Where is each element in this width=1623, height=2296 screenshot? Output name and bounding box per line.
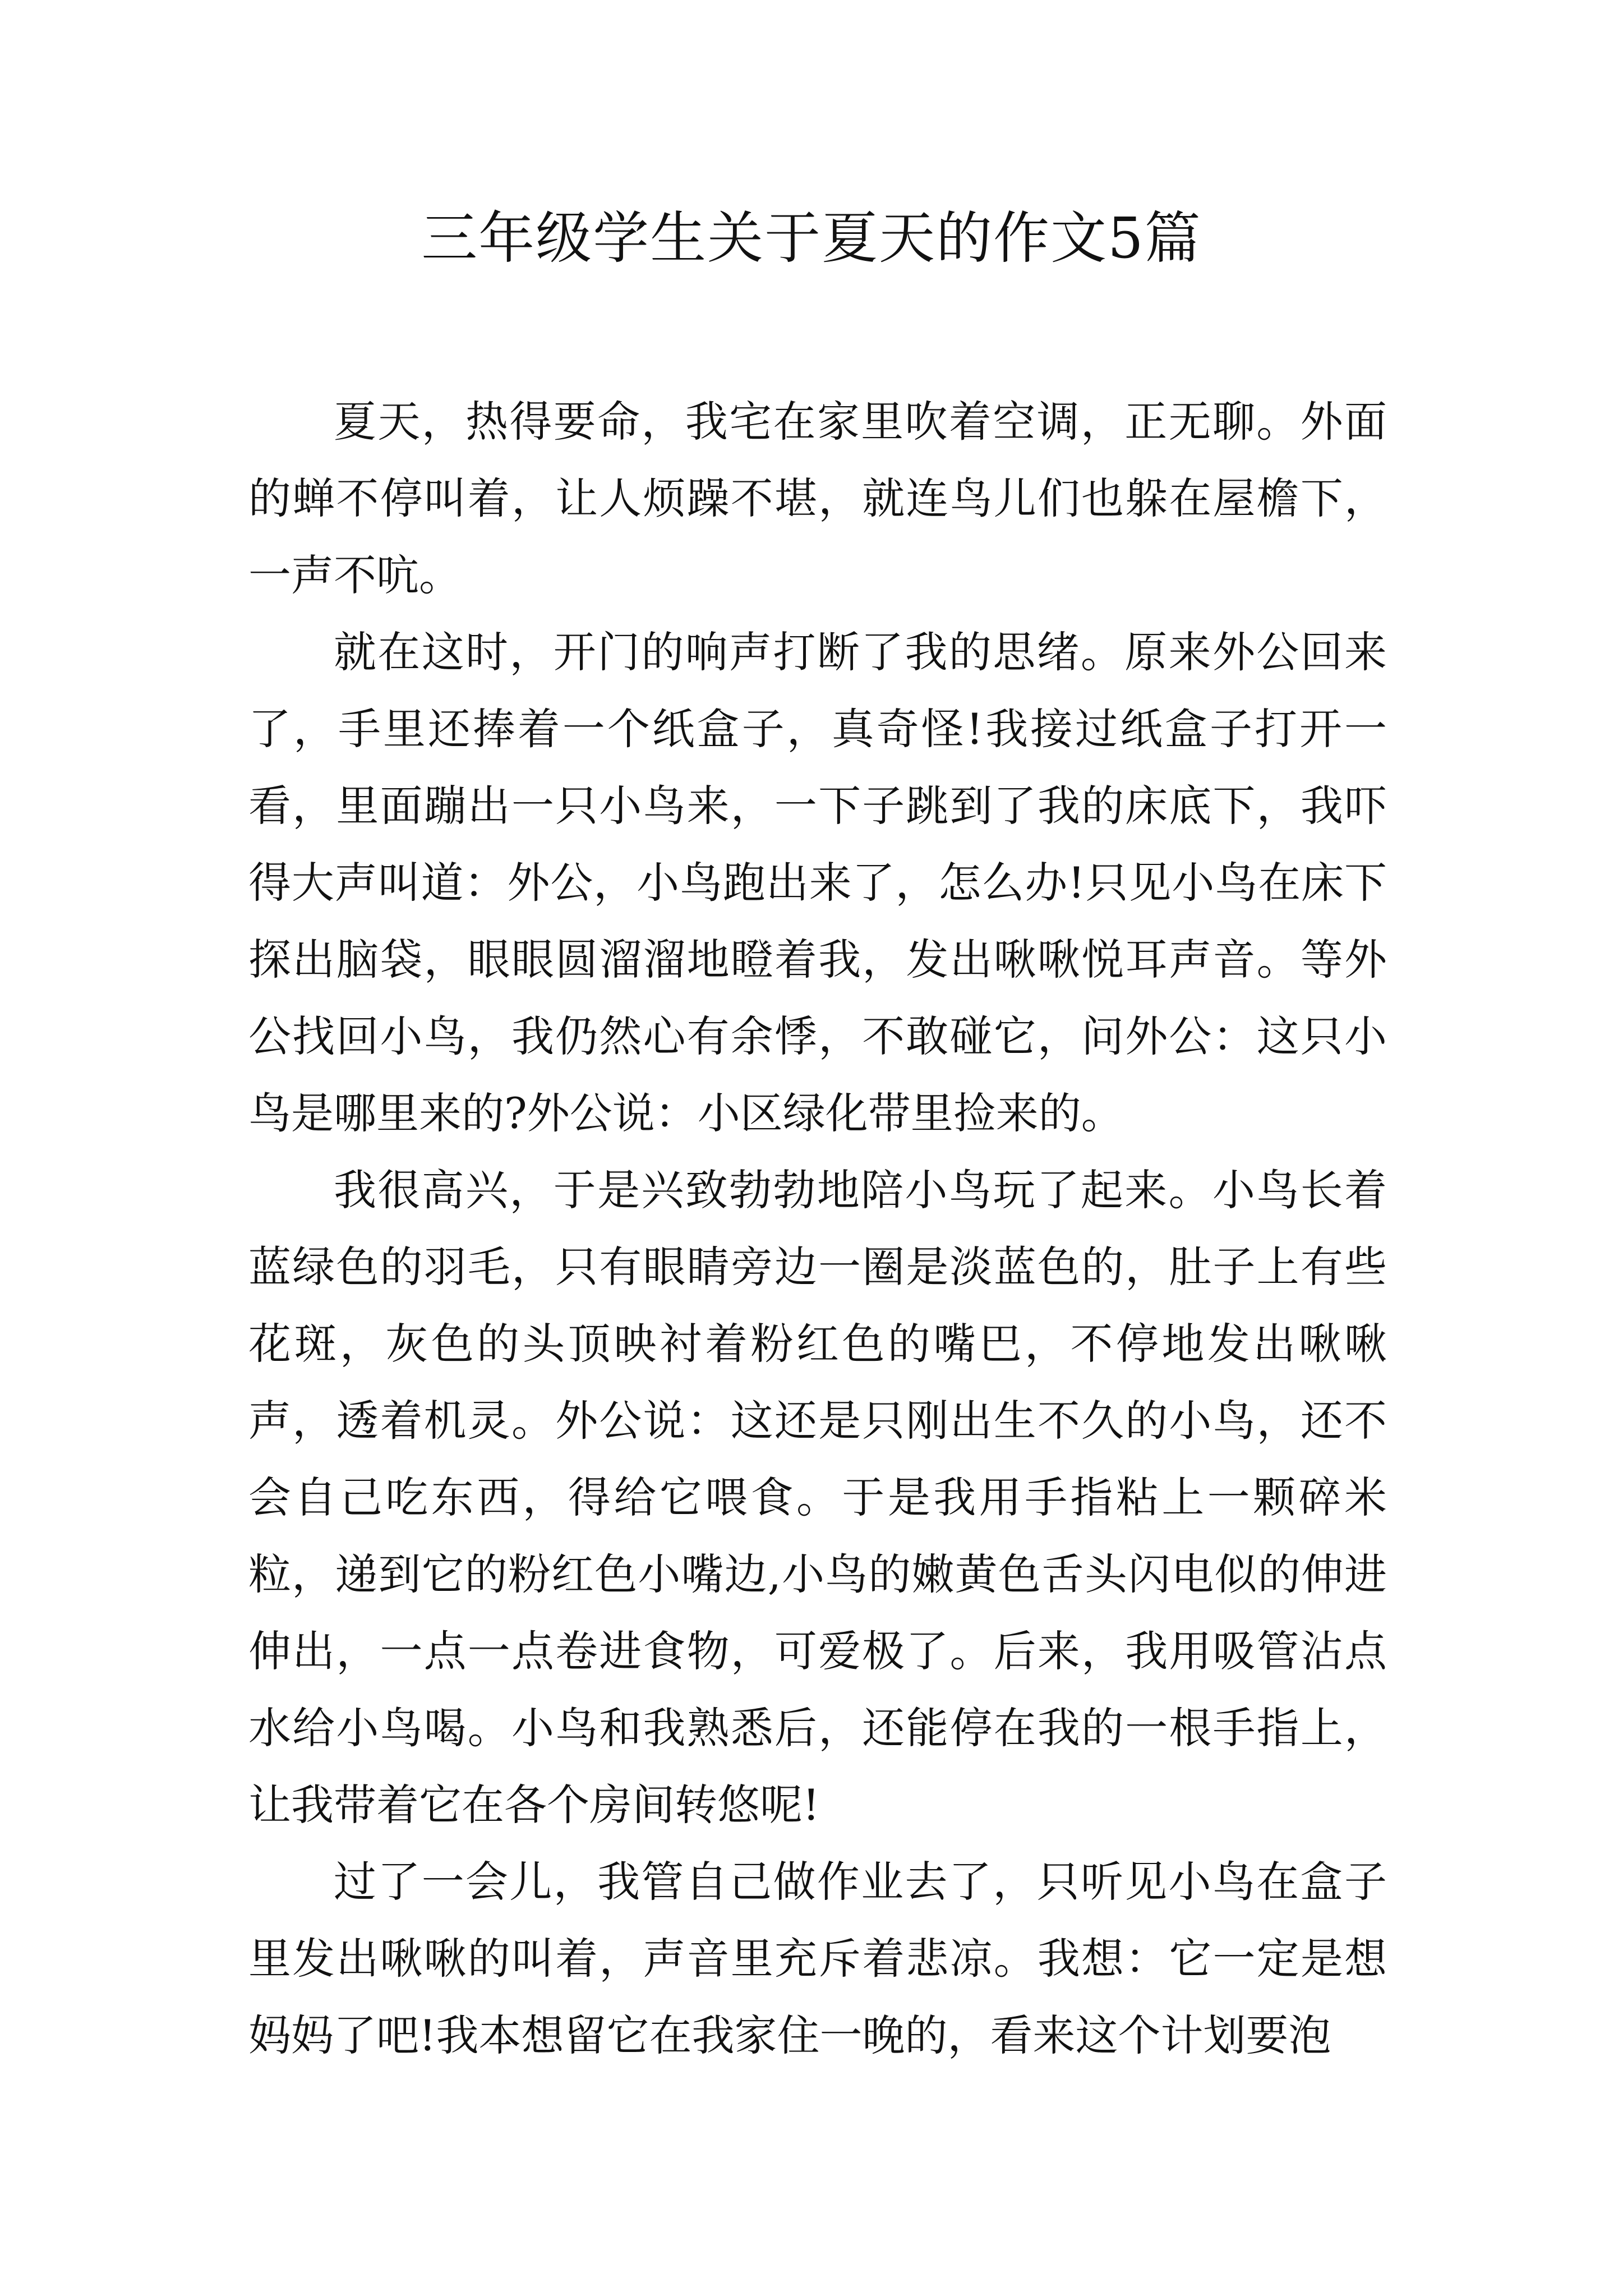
paragraph-3: 我很高兴，于是兴致勃勃地陪小鸟玩了起来。小鸟长着蓝绿色的羽毛，只有眼睛旁边一圈是淡蓝色的，肚子上有些花斑，灰色的头顶映衬着粉红色的嘴巴，不停地发出啾啾声，透着机灵。外公说：这还是只刚出生不久的小鸟，还不会自己吃东西，得给它喂食。于是我用手指粘上一颗碎米粒，递到它的粉红色小嘴边,小鸟的嫩黄色舌头闪电似的伸进伸出，一点一点卷进食物，可爱极了。后来，我用吸管沾点水给小鸟喝。小鸟和我熟悉后，还能停在我的一根手指上，让我带着它在各个房间转悠呢! [248, 1165, 1387, 1830]
paragraph-2: 就在这时，开门的响声打断了我的思绪。原来外公回来了，手里还捧着一个纸盒子，真奇怪!我接过纸盒子打开一看，里面蹦出一只小鸟来，一下子跳到了我的床底下，我吓得大声叫道：外公，小鸟跑出来了，怎么办!只见小鸟在床下探出脑袋，眼眼圆溜溜地瞪着我，发出啾啾悦耳声音。等外公找回小鸟，我仍然心有余悸，不敢碰它，问外公：这只小鸟是哪里来的?外公说：小区绿化带里捡来的。 [248, 627, 1387, 1138]
document-body [248, 383, 1387, 2074]
paragraph-4: 过了一会儿，我管自己做作业去了，只听见小鸟在盒子里发出啾啾的叫着，声音里充斥着悲凉。我想：它一定是想妈妈了吧!我本想留它在我家住一晚的，看来这个计划要泡 [248, 1857, 1387, 2060]
paragraph-1: 夏天，热得要命，我宅在家里吹着空调，正无聊。外面的蝉不停叫着，让人烦躁不堪，就连鸟儿们也躲在屋檐下，一声不吭。 [248, 397, 1387, 600]
document-title: 三年级学生关于夏天的作文5篇 [421, 205, 1202, 271]
